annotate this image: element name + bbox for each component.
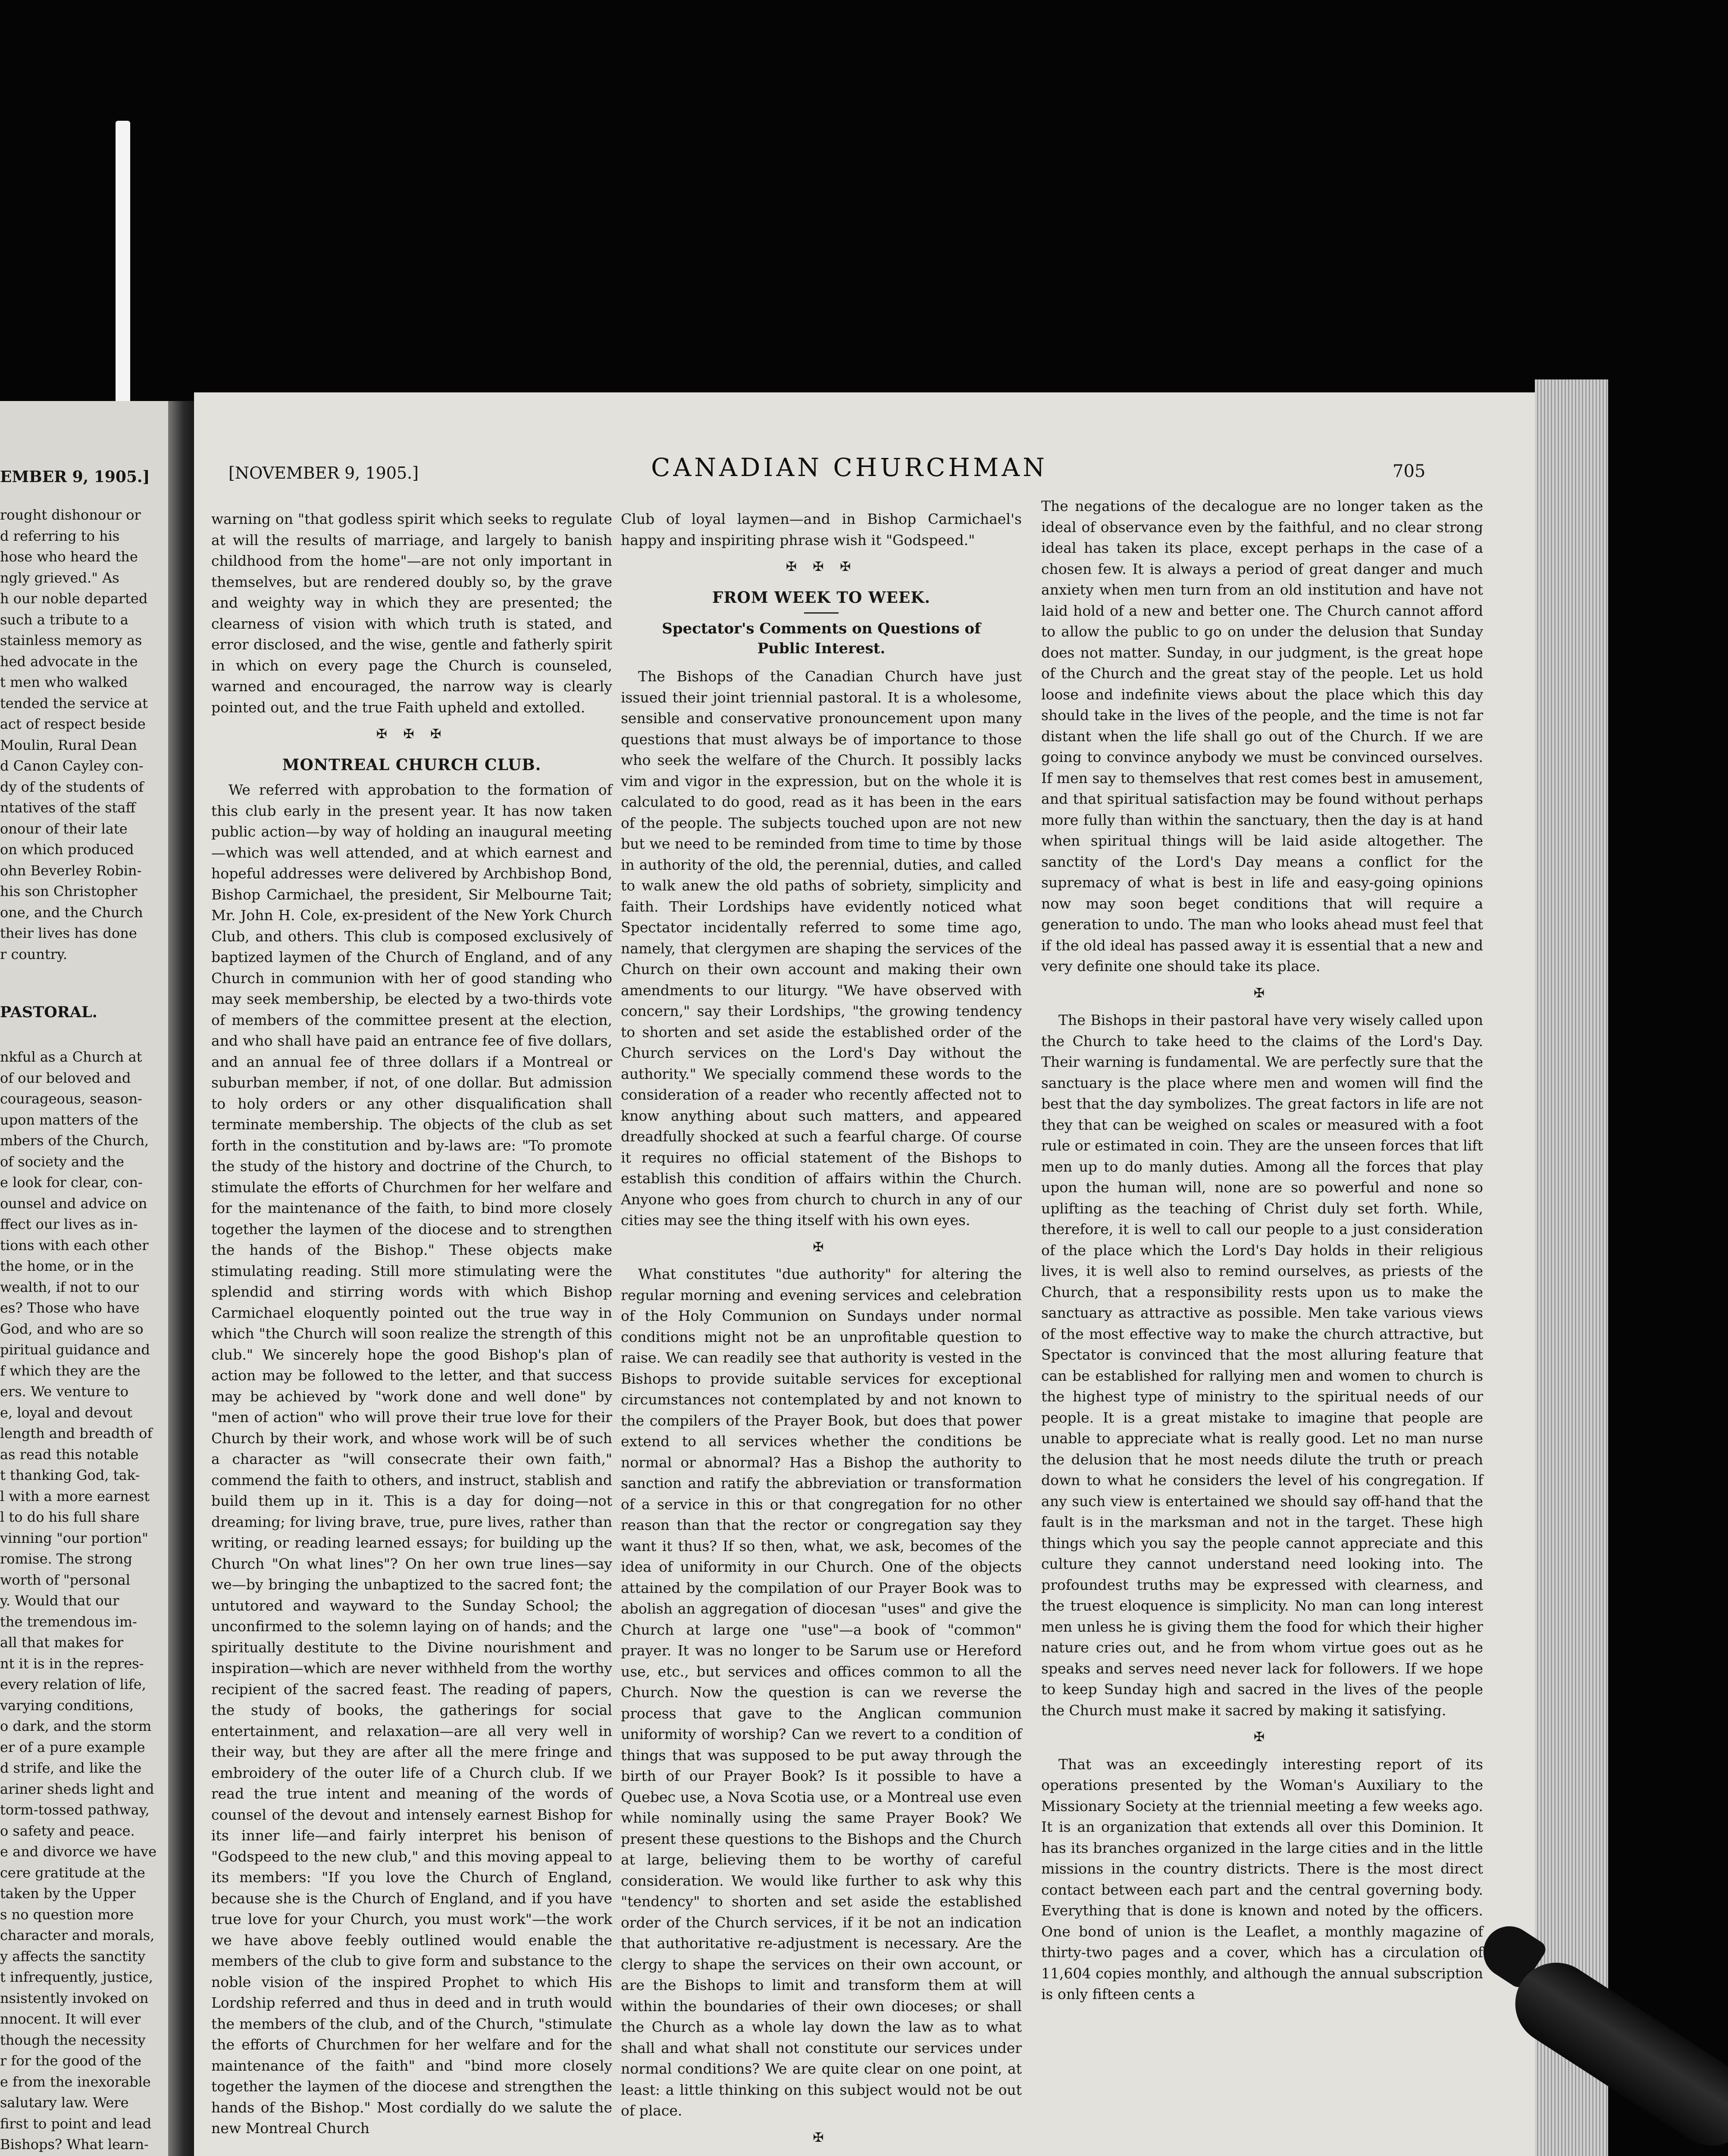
book-gutter [168, 401, 194, 2156]
text-line: ariner sheds light and [0, 1780, 154, 1797]
text-line: of society and the [0, 1153, 124, 1170]
text-line: wealth, if not to our [0, 1279, 139, 1295]
text-line: stainless memory as [0, 632, 142, 649]
text-line: as read this notable [0, 1446, 139, 1463]
text-line: f which they are the [0, 1362, 141, 1379]
text-line: God, and who are so [0, 1320, 144, 1337]
text-line: t infrequently, justice, [0, 1969, 153, 1985]
text-line: on which produced [0, 841, 134, 858]
paragraph: We referred with approbation to the formation of this club early in the present year. It has now taken public action—by way of holding an inaugural meeting—which was well attended, and at which earnest and hopeful addresses were delivered by Archbishop Bond, Bishop Carmichael, the president, Sir Melbourne Tait; Mr. John H. Cole, ex-president of the New York Church Club, and others. This club is composed exclusively of baptized laymen of the Church of England, and of any Church in communion with her of good standing who may seek membership, be elected by a two-thirds vote of members of the committee present at the election, and who shall have paid an entrance fee of five dollars, and an annual fee of three dollars if a Montreal or suburban member, if not, of one dollar. But admission to holy orders or any other disqualification shall terminate membership. The objects of the club as set forth in the constitution and by-laws are: "To promote the study of the history and doctrine of the Church, to stimulate the efforts of Churchmen for her welfare and for the maintenance of the faith, to bind more closely together the laymen of the diocese and to strengthen the hands of the Bishop." These objects make stimulating reading. Still more stimulating were the splendid and stirring words with which Bishop Carmichael eloquently pointed out the true way in which "the Church will soon realize the strength of this club." We sincerely hope the good Bishop's plan of action may be followed to the letter, and that success may be achieved by "work done and well done" by "men of action" who will prove their true love for their Church by their work, and whose work will be of such a character as "will consecrate their own faith," commend the faith to others, and instruct, stablish and build them up in it. This is a day for doing—not dreaming; for living brave, true, pure lives, rather than writing, or reading learned essays; for building up the Church "On what lines"? On her own true lines—say we—by bringing the unbaptized to the sacred font; the untutored and wayward to the Sunday School; the unconfirmed to the solemn laying on of hands; and the spiritually destitute to the Divine nourishment and inspiration—which are never withheld from the worthy recipient of the sacred feast. The reading of papers, the study of books, the gatherings for social entertainment, and relaxation—are all very well in their way, but they are after all the mere fringe and embroidery of the outer life of a Church club. If we read the true intent and meaning of the words of counsel of the devout and intensely earnest Bishop for its inner life—and fairly interpret his benison of "Godspeed to the new club," and this moving appeal to its members: "If you love the Church of England, because she is the Church of England, and if you have true love for your Church, you must work"—the work we have above feebly outlined would enable the members of the club to give form and substance to the noble vision of the inspired Prophet to which His Lordship referred and thus in deed and in truth would the members of the club, and of the Church, "stimulate the efforts of Churchmen for her welfare and for the maintenance of the faith" and "bind more closely together the laymen of the diocese and strengthen the hands of the Bishop." Most cordially do we salute the new Montreal Church [211, 781, 612, 2137]
text-line: length and breadth of [0, 1425, 153, 1442]
text-line: though the necessity [0, 2031, 146, 2048]
text-line: one, and the Church [0, 904, 143, 921]
text-line: d referring to his [0, 527, 120, 544]
column-3 [1041, 496, 1483, 2005]
text-line: h our noble departed [0, 590, 148, 607]
paragraph: What constitutes "due authority" for altering the regular morning and evening services and celebration of the Holy Communion on Sundays under normal conditions might not be an unprofitable question to raise. We can readily see that authority is vested in the Bishops to provide suitable services for exceptional circumstances not contemplated by and not known to the compilers of the Prayer Book, but does that power extend to all services whether the conditions be normal or abnormal? Has a Bishop the authority to sanction and ratify the abbreviation or transformation of a service in this or that congregation for no other reason than that the rector or congregation say they want it thus? If so then, what, we ask, becomes of the idea of uniformity in our Church. One of the objects attained by the compilation of our Prayer Book was to abolish an aggregation of diocesan "uses" and give the Church at large one "use"—a book of "common" prayer. It was no longer to be Sarum use or Hereford use, etc., but services and offices common to all the Church. Now the question is can we reverse the process that gave to the Anglican communion uniformity of worship? Can we revert to a condition of things that was supposed to be put away through the birth of our Prayer Book? Is it possible to have a Quebec use, a Nova Scotia use, or a Montreal use even while nominally using the same Prayer Book? We present these questions to the Bishops and the Church at large, believing them to be worthy of careful consideration. We would like further to ask why this "tendency" to shorten and set aside the established order of the Church services, if it be not an indication that authoritative re-adjustment is necessary. Are the clergy to shape the services on their own account, or are the Bishops to limit and transform them at will within the boundaries of their own dioceses; or shall the Church as a whole lay down the law as to what shall and what shall not constitute our services under normal conditions? We are quite clear on one point, at least: a little thinking on this subject would not be out of place. [621, 1266, 1022, 2119]
page-edges [1535, 379, 1608, 2156]
text-line: es? Those who have [0, 1300, 140, 1316]
text-line: rought dishonour or [0, 507, 141, 523]
text-line: Moulin, Rural Dean [0, 736, 137, 753]
text-line: e and divorce we have [0, 1843, 157, 1860]
text-line: nnocent. It will ever [0, 2011, 141, 2027]
text-line: his son Christopher [0, 883, 138, 899]
section-heading: FROM WEEK TO WEEK. [712, 588, 931, 607]
column-2 [621, 509, 1022, 2156]
text-line: o safety and peace. [0, 1822, 135, 1839]
text-line: d strife, and like the [0, 1760, 142, 1776]
text-line: y affects the sanctity [0, 1948, 146, 1965]
text-line: e, loyal and devout [0, 1404, 132, 1421]
text-line: dy of the students of [0, 778, 144, 795]
ornament: ✠ [1253, 1730, 1271, 1745]
text-line: tended the service at [0, 695, 148, 711]
text-line: all that makes for [0, 1634, 124, 1651]
text-line: nsistently invoked on [0, 1990, 149, 2006]
page-number: 705 [1393, 461, 1426, 481]
text-line: upon matters of the [0, 1111, 138, 1128]
ornament: ✠ [813, 1239, 830, 1255]
paragraph: The Bishops of the Canadian Church have just issued their joint triennial pastoral. It is a wholesome, sensible and conservative pronouncement upon many questions that must always be of importance to those who seek the welfare of the Church. It possibly lacks vim and vigor in the expression, but on the whole it is calculated to do good, read as it has been in the ears of the people. The subjects touched upon are not new but we need to be reminded from time to time by those in authority of the old, the perennial, duties, and called to walk anew the old paths of sobriety, simplicity and faith. Their Lordships have evidently noticed what Spectator incidentally referred to some time ago, namely, that clergymen are shaping the services of the Church on their own account and making their own amendments to our liturgy. "We have observed with concern," say their Lordships, "the growing tendency to shorten and set aside the established order of the Church services on the Lord's Day without the authority." We specially commend these words to the consideration of a reader who recently affected not to know anything about such matters, and appeared dreadfully shocked at such a fearful charge. Of course it requires no official statement of the Bishops to establish this condition of affairs within the Church. Anyone who goes from church to church in any of our cities may see the thing itself with his own eyes. [621, 668, 1022, 1228]
text-line: ntatives of the staff [0, 799, 136, 816]
paragraph: warning on "that godless spirit which seeks to regulate at will the results of marriage, and largely to banish childhood from the home"—are not only important in themselves, but are rendered doubly so, by the grave and weighty way in which they are presented; the clearness of vision with which truth is stated, and error disclosed, and the wise, gentle and fatherly spirit in which on every page the Church is counseled, warned and encouraged, the narrow way is clearly pointed out, and the true Faith upheld and extolled. [211, 511, 612, 716]
text-line: vinning "our portion" [0, 1529, 148, 1546]
paragraph: Club of loyal laymen—and in Bishop Carmichael's happy and inspiriting phrase wish it "Godspeed." [621, 511, 1022, 548]
text-line: first to point and lead [0, 2115, 152, 2132]
text-line: e from the inexorable [0, 2073, 151, 2090]
divider [804, 612, 839, 614]
right-page [194, 392, 1600, 2156]
text-line: varying conditions, [0, 1697, 134, 1714]
column-1 [211, 509, 612, 2139]
text-line: tions with each other [0, 1237, 149, 1253]
text-line: every relation of life, [0, 1676, 146, 1692]
text-line: o dark, and the storm [0, 1718, 152, 1734]
paragraph [621, 2154, 1022, 2156]
text-line: t men who walked [0, 674, 128, 690]
text-line: courageous, season- [0, 1091, 142, 1107]
text-line: d Canon Cayley con- [0, 758, 144, 774]
text-line: nt it is in the repres- [0, 1655, 144, 1672]
ornament: ✠ [813, 2130, 830, 2145]
text-line: romise. The strong [0, 1551, 132, 1567]
text-line: ffect our lives as in- [0, 1216, 138, 1232]
text-line: character and morals, [0, 1927, 155, 1943]
ornament: ✠ ✠ ✠ [376, 727, 448, 742]
text-line: of our beloved and [0, 1069, 131, 1086]
text-line: r for the good of the [0, 2053, 141, 2069]
left-page-date: EMBER 9, 1905.] [0, 468, 150, 486]
text-line: er of a pure example [0, 1739, 145, 1755]
section-subheading: Spectator's Comments on Questions of Public Interest. [662, 620, 981, 657]
left-page [0, 401, 168, 2156]
running-head-date: [NOVEMBER 9, 1905.] [229, 464, 419, 483]
paragraph: The negations of the decalogue are no longer taken as the ideal of observance even by the faithful, and no clear strong ideal has taken its place, except perhaps in the case of a chosen few. It is always a period of great danger and much anxiety when men turn from an old institution and have not laid hold of a new and better one. The Church cannot afford to allow the public to go on under the delusion that Sunday does not matter. Sunday, in our judgment, is the great hope of the Church and the great stay of the people. Let us hold loose and indefinite views about the place which this day should take in the lives of the people, and the time is not far distant when the life shall go out of the Church. If we are going to convince anybody we must be convinced ourselves. If men say to themselves that rest comes best in amusement, and that spiritual satisfaction may be found without perhaps more fully than within the sanctuary, then the day is at hand when spiritual things will be laid aside altogether. The sanctity of the Lord's Day means a conflict for the supremacy of what is best in life and easy-going opinions now may soon beget conditions that will require a generation to undo. The man who looks ahead must feel that if the old ideal has passed away it is essential that a new and very definite one should take its place. [1041, 498, 1483, 975]
text-line: l with a more earnest [0, 1488, 150, 1504]
text-line: taken by the Upper [0, 1885, 136, 1902]
text-line: their lives has done [0, 925, 137, 941]
text-line: worth of "personal [0, 1571, 130, 1588]
text-line: onour of their late [0, 820, 128, 837]
text-line: the home, or in the [0, 1258, 134, 1274]
text-line: r country. [0, 946, 68, 962]
text-line: salutary law. Were [0, 2094, 129, 2111]
text-line: nkful as a Church at [0, 1049, 142, 1065]
section-heading: MONTREAL CHURCH CLUB. [282, 755, 542, 774]
paragraph: That was an exceedingly interesting report of its operations presented by the Woman's Auxiliary to the Missionary Society at the triennial meeting a few weeks ago. It is an organization that extends all over this Dominion. It has its branches organized in the large cities and in the little missions in the country districts. There is the most direct contact between each part and the central governing body. Everything that is done is known and noted by the officers. One bond of union is the Leaflet, a monthly magazine of thirty-two pages and a cover, which has a circulation of 11,604 copies monthly, and although the annual subscription is only fifteen cents a [1041, 1755, 1483, 2002]
text-line: l to do his full share [0, 1509, 140, 1525]
text-line: ngly grieved." As [0, 569, 119, 586]
text-line: such a tribute to a [0, 611, 128, 628]
running-head-title: CANADIAN CHURCHMAN [651, 453, 1048, 482]
text-line: the tremendous im- [0, 1613, 137, 1630]
text-line: s no question more [0, 1906, 134, 1923]
paragraph: The Bishops in their pastoral have very wisely called upon the Church to take heed to the claims of the Lord's Day. Their warning is fundamental. We are perfectly sure that the sanctuary is the place where men and women will find the best that the day symbolizes. The great factors in life are not they that can be weighed on scales or measured with a foot rule or estimated in coin. They are the unseen forces that lift men up to do manly duties. Among all the forces that play upon the human will, none are so powerful and none so uplifting as the teaching of Christ duly set forth. While, therefore, it is well to call our people to a just consideration of the place which the Lord's Day holds in their religious lives, it is well also to remind ourselves, as priests of the Church, that a responsibility rests upon us to make the sanctuary as attractive as possible. Men take various views of the most effective way to make the church attractive, but Spectator is convinced that the most alluring feature that can be established for rallying men and women to church is the highest type of ministry to the spiritual needs of our people. It is a great mistake to imagine that people are unable to appreciate what is really good. Let no man nurse the delusion that he most needs dilute the truth or preach down to what he considers the level of his congregation. If any such view is entertained we should say off-hand that the fault is in the marksman and not in the target. These high things which you say the people cannot appreciate and this culture they cannot understand need looking into. The profoundest truths may be expressed with clearness, and the truest eloquence is simplicity. No man can long interest men unless he is giving them the food for which their higher nature cries out, and he from whom virtue goes out as he speaks and serves need never lack for followers. If we hope to keep Sunday high and sacred in the lives of the people the Church must make it sacred by making it satisfying. [1041, 1012, 1483, 1719]
text-line: ounsel and advice on [0, 1195, 147, 1212]
text-line: hed advocate in the [0, 653, 138, 670]
text-line: mbers of the Church, [0, 1132, 149, 1149]
section-heading: PASTORAL. [0, 1003, 97, 1021]
text-line: Bishops? What learn- [0, 2136, 149, 2153]
text-line: cere gratitude at the [0, 1864, 145, 1881]
text-line: torm-tossed pathway, [0, 1802, 150, 1818]
text-line: piritual guidance and [0, 1341, 150, 1358]
text-line: hose who heard the [0, 548, 138, 565]
text-line: act of respect beside [0, 716, 146, 732]
ornament: ✠ ✠ ✠ [786, 559, 857, 574]
text-line: e look for clear, con- [0, 1174, 143, 1191]
text-line: ers. We venture to [0, 1383, 129, 1400]
text-line: t thanking God, tak- [0, 1467, 140, 1483]
text-line: y. Would that our [0, 1592, 119, 1609]
ornament: ✠ [1253, 985, 1271, 1001]
text-line: ohn Beverley Robin- [0, 862, 142, 879]
